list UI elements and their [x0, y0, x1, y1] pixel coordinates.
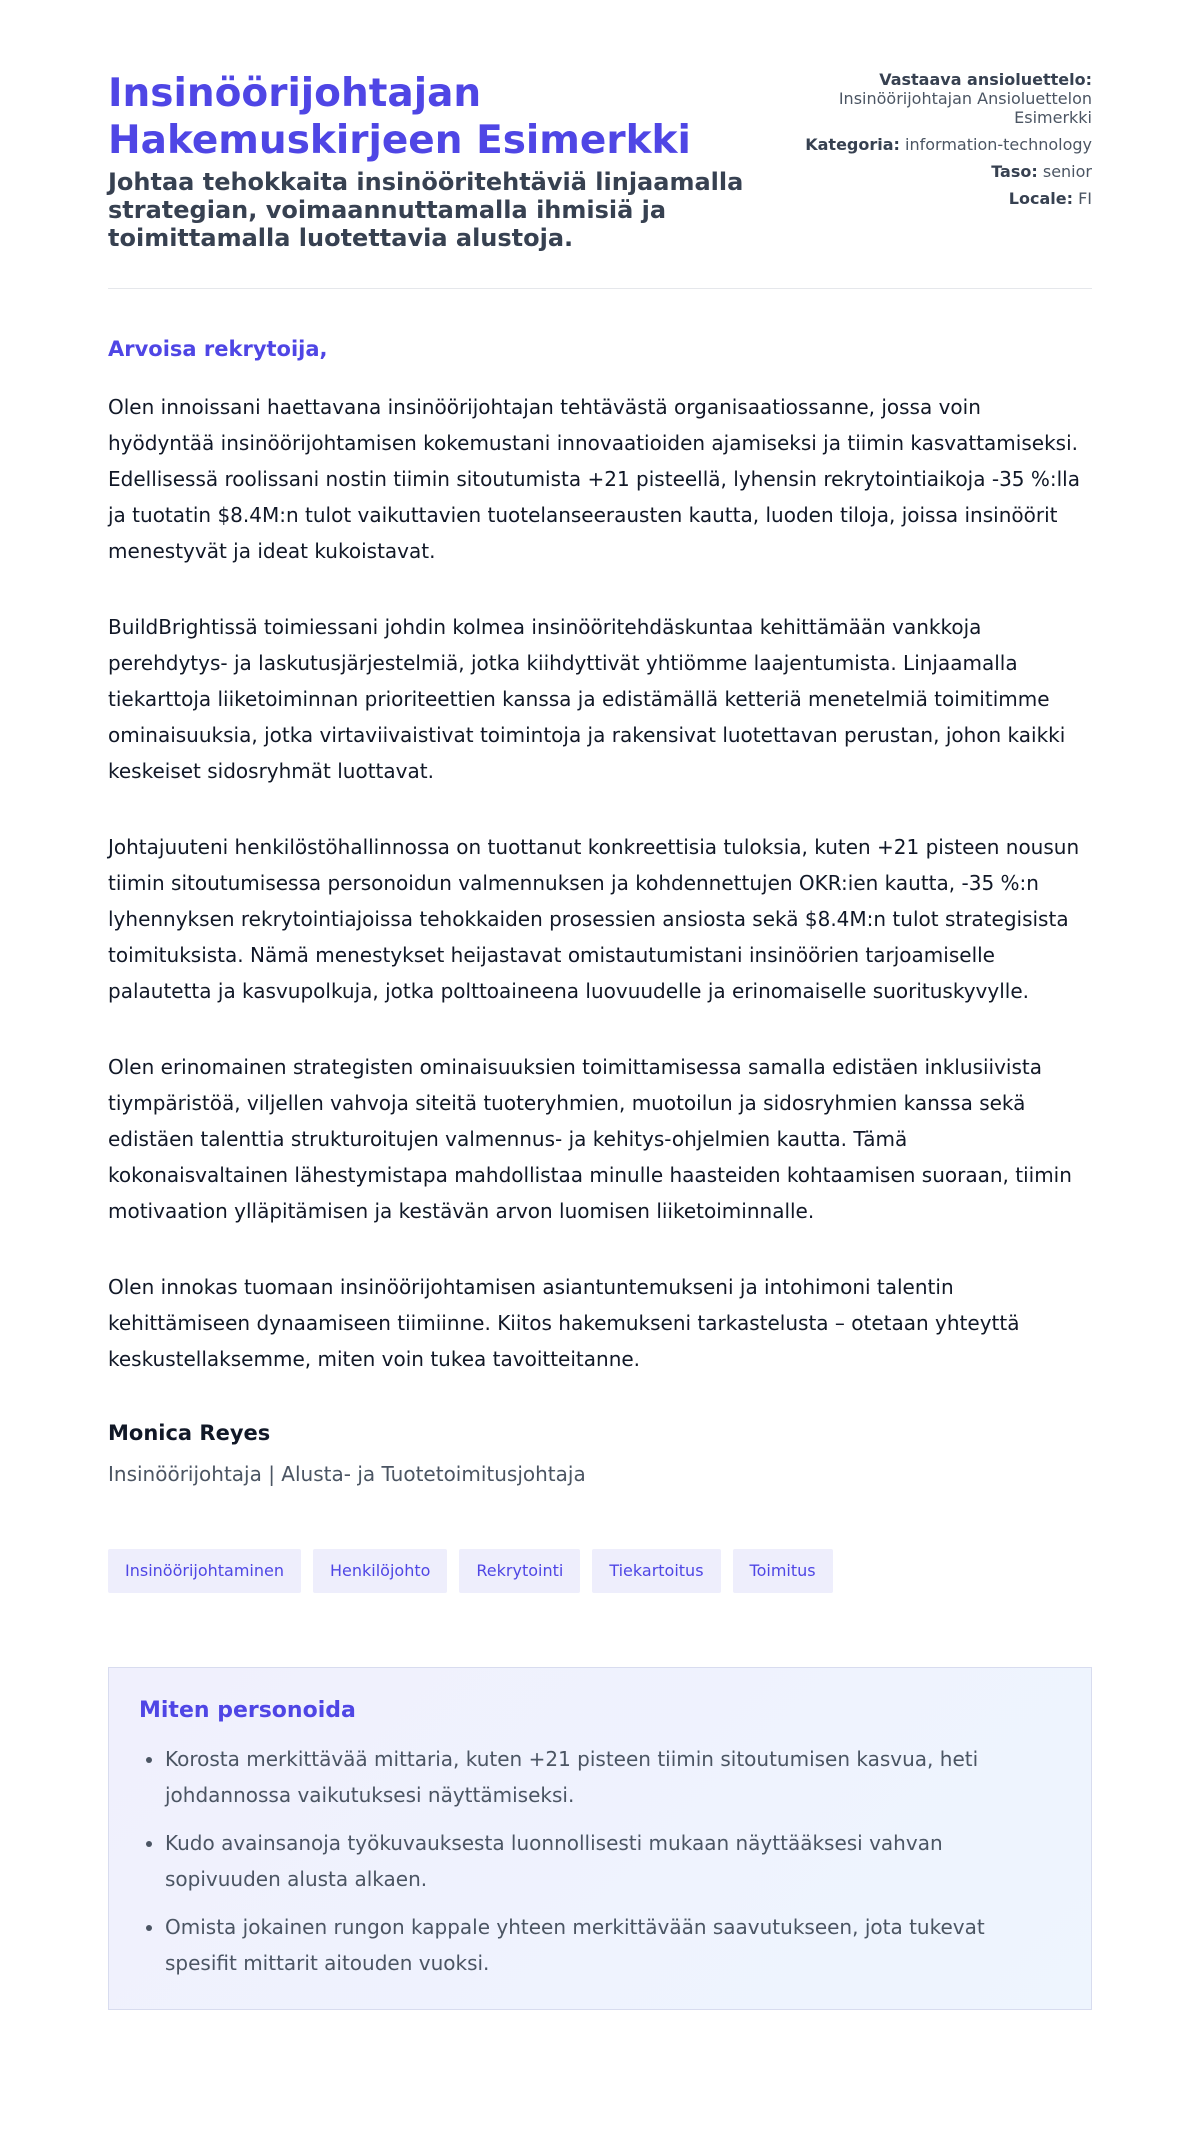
meta-panel	[780, 70, 1092, 216]
tip-item: • Korosta merkittävää mittaria, kuten +21 pisteen tiimin sitoutumisen kasvua, heti johdannossa vaikutuksesi näyttämiseksi.	[165, 1741, 1061, 1813]
page-subtitle: Johtaa tehokkaita insinööritehtäviä linjaamalla strategian, voimaannuttamalla ihmisiä ja toimittamalla luotettavia alustoja.	[108, 168, 744, 252]
meta-level	[780, 162, 1092, 181]
meta-category-label: Kategoria:	[805, 135, 900, 154]
letter-paragraph: Johtajuuteni henkilöstöhallinnossa on tuottanut konkreettisia tuloksia, kuten +21 pisteen nousun tiimin sitoutumisessa personoidun valmennuksen ja kohdennettujen OKR:ien kautta, -35 %:n lyhennyksen rekrytointiajoissa tehokkaiden prosessien ansiosta sekä $8.4M:n tulot strategisista toimituksista. Nämä menestykset heijastavat omistautumistani insinöörien tarjoamiselle palautetta ja kasvupolkuja, jotka polttoaineena luovuudelle ja erinomaiselle suorituskyvylle.	[108, 835, 1080, 1003]
skill-tag[interactable]: Rekrytointi	[459, 1549, 580, 1593]
letter-salutation: Arvoisa rekrytoija,	[108, 337, 328, 361]
meta-locale-value: FI	[1078, 189, 1092, 208]
header-left	[108, 70, 780, 252]
meta-category	[780, 135, 1092, 154]
letter-paragraph: Olen erinomainen strategisten ominaisuuksien toimittamisessa samalla edistäen inklusiivista tiympäristöä, viljellen vahvoja siteitä tuoteryhmien, muotoilun ja sidosryhmien kanssa sekä edistäen talenttia strukturoitujen valmennus- ja kehitys-ohjelmien kautta. Tämä kokonaisvaltainen lähestymistapa mahdollistaa minulle haasteiden kohtaamisen suoraan, tiimin motivaation ylläpitämisen ja kestävän arvon luomisen liiketoiminnalle.	[108, 1055, 1072, 1223]
meta-resume-label: Vastaava ansioluettelo:	[879, 70, 1092, 89]
signature-title: Insinöörijohtaja | Alusta- ja Tuotetoimitusjohtaja	[108, 1462, 586, 1486]
signature-name: Monica Reyes	[108, 1421, 271, 1445]
meta-locale	[780, 189, 1092, 208]
skill-tags	[108, 1549, 1092, 1593]
skill-tag[interactable]: Henkilöjohto	[313, 1549, 447, 1593]
meta-resume	[780, 70, 1092, 127]
signature-block	[108, 1417, 1092, 1489]
skill-tag[interactable]: Toimitus	[733, 1549, 833, 1593]
tips-title: Miten personoida	[139, 1698, 356, 1723]
meta-resume-link[interactable]: Insinöörijohtajan Ansioluettelon Esimerkki	[838, 89, 1092, 127]
skill-tag[interactable]: Tiekartoitus	[592, 1549, 720, 1593]
page-title: Insinöörijohtajan Hakemuskirjeen Esimerkki	[108, 71, 691, 163]
letter-paragraph: Olen innoissani haettavana insinöörijohtajan tehtävästä organisaatiossanne, jossa voin hyödyntää insinöörijohtamisen kokemustani innovaatioiden ajamiseksi ja tiimin kasvattamiseksi. Edellisessä roolissani nostin tiimin sitoutumista +21 pisteellä, lyhensin rekrytointiaikoja -35 %:lla ja tuotatin $8.4M:n tulot vaikuttavien tuotelanseerausten kautta, luoden tiloja, joissa insinöörit menestyvät ja ideat kukoistavat.	[108, 395, 1080, 563]
tip-item: • Kudo avainsanoja työkuvauksesta luonnollisesti mukaan näyttääksesi vahvan sopivuuden alusta alkaen.	[165, 1825, 1061, 1897]
letter-paragraph: Olen innokas tuomaan insinöörijohtamisen asiantuntemukseni ja intohimoni talentin kehittämiseen dynaamiseen tiimiinne. Kiitos hakemukseni tarkastelusta – otetaan yhteyttä keskustellaksemme, miten voin tukea tavoitteitanne.	[108, 1275, 1020, 1371]
meta-level-value: senior	[1042, 162, 1092, 181]
letter-paragraph: BuildBrightissä toimiessani johdin kolmea insinööritehdäskuntaa kehittämään vankkoja perehdytys- ja laskutusjärjestelmiä, jotka kiihdyttivät yhtiömme laajentumista. Linjaamalla tiekarttoja liiketoiminnan prioriteettien kanssa ja edistämällä ketteriä menetelmiä toimitimme ominaisuuksia, jotka virtaviivaistivat toimintoja ja rakensivat luotettavan perustan, johon kaikki keskeiset sidosryhmät luottavat.	[108, 615, 1066, 783]
tip-item: • Omista jokainen rungon kappale yhteen merkittävään saavutukseen, jota tukevat spesifit mittarit aitouden vuoksi.	[165, 1909, 1061, 1981]
tips-list	[139, 1741, 1061, 1981]
personalization-tips	[108, 1667, 1092, 2010]
meta-locale-label: Locale:	[1008, 189, 1073, 208]
letter-body	[108, 389, 1092, 1377]
skill-tag[interactable]: Insinöörijohtaminen	[108, 1549, 301, 1593]
meta-level-label: Taso:	[991, 162, 1038, 181]
meta-category-value: information-technology	[905, 135, 1092, 154]
page-header	[108, 0, 1092, 289]
